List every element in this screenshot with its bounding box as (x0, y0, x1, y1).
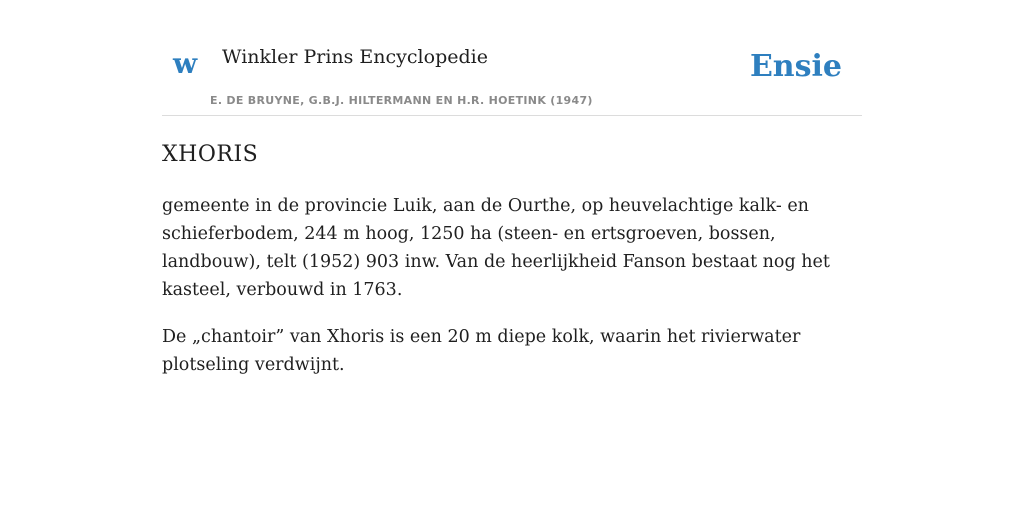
source-header (162, 0, 862, 116)
entry-title: XHORIS (162, 142, 259, 167)
entry-paragraph: gemeente in de provincie Luik, aan de Ourthe, op heuvelachtige kalk- en schieferbodem, 244 m hoog, 1250 ha (steen- en ertsgroeven, bossen, landbouw), telt (1952) 903 inw. Van de heerlijkheid Fanson bestaat nog het kasteel, verbouwd in 1763. (162, 196, 830, 300)
entry-paragraph: De „chantoir” van Xhoris is een 20 m diepe kolk, waarin het rivierwater plotseling verdwijnt. (162, 327, 801, 375)
ensie-logo-link[interactable]: Ensie (749, 49, 842, 84)
encyclopedia-page (162, 0, 862, 375)
source-authors: E. DE BRUYNE, G.B.J. HILTERMANN EN H.R. HOETINK (1947) (210, 94, 593, 107)
source-title[interactable]: Winkler Prins Encyclopedie (222, 46, 488, 68)
winkler-prins-logo-icon[interactable]: w (173, 47, 198, 80)
entry-content (162, 192, 862, 398)
